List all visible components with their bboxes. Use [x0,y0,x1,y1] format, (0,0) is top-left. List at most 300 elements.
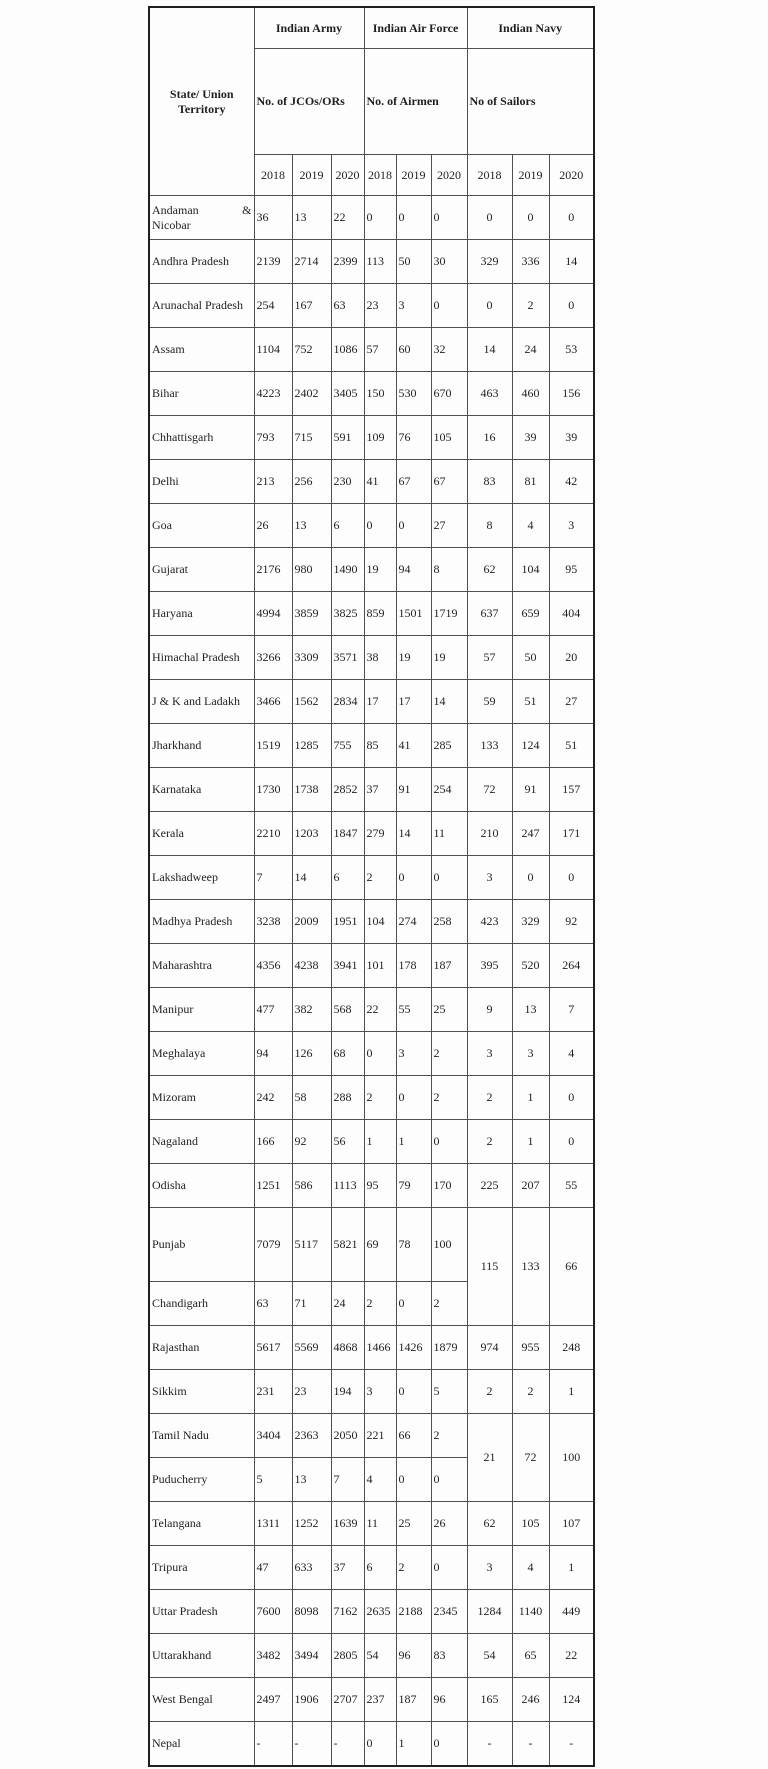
state-cell: Telangana [149,1502,254,1546]
navy-value-cell: 100 [549,1414,594,1502]
navy-value-cell: 157 [549,768,594,812]
airforce-value-cell: 67 [431,460,467,504]
airforce-value-cell: 17 [396,680,431,724]
army-value-cell: 3405 [331,372,364,416]
state-cell: Nagaland [149,1120,254,1164]
army-value-cell: 3238 [254,900,292,944]
navy-value-cell: 1 [549,1546,594,1590]
airforce-value-cell: 6 [364,1546,396,1590]
airforce-value-cell: 150 [364,372,396,416]
state-column-header: State/ Union Territory [149,7,254,196]
army-value-cell: 256 [292,460,331,504]
airforce-value-cell: 41 [396,724,431,768]
airforce-value-cell: 79 [396,1164,431,1208]
navy-value-cell: 0 [512,856,549,900]
navy-value-cell: 246 [512,1678,549,1722]
army-value-cell: 4356 [254,944,292,988]
state-cell: Karnataka [149,768,254,812]
army-value-cell: 2834 [331,680,364,724]
table-row [149,1546,594,1590]
navy-value-cell: 8 [467,504,512,548]
navy-value-cell: 105 [512,1502,549,1546]
army-value-cell: 1104 [254,328,292,372]
army-value-cell: 586 [292,1164,331,1208]
navy-value-cell: 247 [512,812,549,856]
year-header: 2020 [331,155,364,196]
navy-value-cell: 51 [549,724,594,768]
airforce-value-cell: 0 [396,1370,431,1414]
army-value-cell: 1847 [331,812,364,856]
navy-value-cell: 57 [467,636,512,680]
army-value-cell: 2176 [254,548,292,592]
airforce-value-cell: 69 [364,1208,396,1282]
airforce-value-cell: 285 [431,724,467,768]
navy-value-cell: 62 [467,1502,512,1546]
state-cell: Uttar Pradesh [149,1590,254,1634]
army-value-cell: 6 [331,504,364,548]
army-value-cell: 477 [254,988,292,1032]
navy-value-cell: 4 [512,504,549,548]
state-cell: Manipur [149,988,254,1032]
army-value-cell: 3309 [292,636,331,680]
navy-value-cell: 104 [512,548,549,592]
airforce-value-cell: 5 [431,1370,467,1414]
army-value-cell: 4994 [254,592,292,636]
army-value-cell: 3404 [254,1414,292,1458]
airforce-value-cell: 105 [431,416,467,460]
table-row [149,636,594,680]
airforce-group-header: Indian Air Force [364,7,467,49]
airforce-value-cell: 2 [364,1076,396,1120]
army-value-cell: 1490 [331,548,364,592]
airforce-value-cell: 2188 [396,1590,431,1634]
state-cell: Andhra Pradesh [149,240,254,284]
airforce-value-cell: 50 [396,240,431,284]
navy-value-cell: 423 [467,900,512,944]
airforce-value-cell: 11 [364,1502,396,1546]
airforce-value-cell: 1426 [396,1326,431,1370]
table-row [149,812,594,856]
navy-value-cell: 3 [467,1546,512,1590]
army-value-cell: 2402 [292,372,331,416]
airforce-value-cell: 27 [431,504,467,548]
airforce-value-cell: 54 [364,1634,396,1678]
state-cell: Meghalaya [149,1032,254,1076]
navy-value-cell: 21 [467,1414,512,1502]
army-value-cell: 3466 [254,680,292,724]
army-value-cell: 2399 [331,240,364,284]
table-row [149,1722,594,1767]
army-value-cell: 1285 [292,724,331,768]
state-cell: Assam [149,328,254,372]
army-value-cell: 71 [292,1282,331,1326]
airforce-value-cell: 1 [396,1120,431,1164]
navy-value-cell: 336 [512,240,549,284]
airforce-value-cell: 2635 [364,1590,396,1634]
table-row [149,372,594,416]
state-cell: Arunachal Pradesh [149,284,254,328]
table-row [149,1678,594,1722]
navy-value-cell: 520 [512,944,549,988]
army-group-header: Indian Army [254,7,364,49]
table-row [149,1634,594,1678]
navy-value-cell: 72 [512,1414,549,1502]
army-value-cell: 13 [292,504,331,548]
airforce-value-cell: 0 [364,504,396,548]
navy-value-cell: 1 [512,1120,549,1164]
navy-value-cell: 1140 [512,1590,549,1634]
navy-value-cell: 16 [467,416,512,460]
airforce-value-cell: 0 [431,1458,467,1502]
airforce-value-cell: 0 [364,1032,396,1076]
airforce-value-cell: 100 [431,1208,467,1282]
airforce-value-cell: 19 [396,636,431,680]
navy-value-cell: 133 [467,724,512,768]
army-value-cell: 568 [331,988,364,1032]
navy-value-cell: 0 [549,1120,594,1164]
navy-value-cell: 59 [467,680,512,724]
navy-value-cell: 0 [549,196,594,240]
airforce-value-cell: 254 [431,768,467,812]
airforce-value-cell: 66 [396,1414,431,1458]
state-cell: West Bengal [149,1678,254,1722]
navy-value-cell: 124 [549,1678,594,1722]
year-header: 2019 [292,155,331,196]
airforce-value-cell: 85 [364,724,396,768]
state-cell: Puducherry [149,1458,254,1502]
table-row [149,768,594,812]
army-value-cell: 5 [254,1458,292,1502]
army-value-cell: 47 [254,1546,292,1590]
army-value-cell: 2707 [331,1678,364,1722]
navy-value-cell: 463 [467,372,512,416]
army-value-cell: 13 [292,196,331,240]
army-value-cell: 980 [292,548,331,592]
navy-value-cell: 20 [549,636,594,680]
navy-value-cell: 83 [467,460,512,504]
table-row [149,1164,594,1208]
navy-value-cell: 955 [512,1326,549,1370]
airforce-value-cell: 530 [396,372,431,416]
army-value-cell: 5117 [292,1208,331,1282]
airforce-value-cell: 258 [431,900,467,944]
army-value-cell: 3825 [331,592,364,636]
navy-value-cell: 91 [512,768,549,812]
army-value-cell: 242 [254,1076,292,1120]
airforce-value-cell: 83 [431,1634,467,1678]
navy-value-cell: 1 [549,1370,594,1414]
navy-value-cell: - [467,1722,512,1767]
navy-value-cell: 0 [467,196,512,240]
year-header: 2020 [431,155,467,196]
navy-value-cell: 81 [512,460,549,504]
navy-value-cell: 659 [512,592,549,636]
army-value-cell: - [331,1722,364,1767]
navy-value-cell: 72 [467,768,512,812]
navy-value-cell: 395 [467,944,512,988]
navy-value-cell: 248 [549,1326,594,1370]
army-value-cell: 382 [292,988,331,1032]
army-value-cell: 6 [331,856,364,900]
navy-value-cell: 124 [512,724,549,768]
army-value-cell: 288 [331,1076,364,1120]
state-cell: Tripura [149,1546,254,1590]
table-row [149,680,594,724]
airforce-value-cell: 67 [396,460,431,504]
table-row [149,1590,594,1634]
army-value-cell: 68 [331,1032,364,1076]
army-value-cell: 254 [254,284,292,328]
table-row [149,944,594,988]
header-group-row [149,7,594,49]
table-row [149,1076,594,1120]
navy-value-cell: 14 [549,240,594,284]
table-row [149,240,594,284]
army-value-cell: 231 [254,1370,292,1414]
army-value-cell: 1519 [254,724,292,768]
airforce-value-cell: 0 [431,1546,467,1590]
navy-value-cell: 156 [549,372,594,416]
navy-value-cell: 264 [549,944,594,988]
table-row [149,1208,594,1282]
army-value-cell: 752 [292,328,331,372]
army-value-cell: 1251 [254,1164,292,1208]
navy-value-cell: 0 [549,856,594,900]
navy-value-cell: 637 [467,592,512,636]
army-value-cell: 5569 [292,1326,331,1370]
table-body [149,196,594,1767]
army-value-cell: 2210 [254,812,292,856]
navy-value-cell: 329 [467,240,512,284]
army-value-cell: 94 [254,1032,292,1076]
army-value-cell: 1252 [292,1502,331,1546]
navy-value-cell: 54 [467,1634,512,1678]
table-row [149,988,594,1032]
army-value-cell: 126 [292,1032,331,1076]
navy-value-cell: 4 [549,1032,594,1076]
navy-value-cell: 92 [549,900,594,944]
navy-value-cell: 0 [549,1076,594,1120]
table-row [149,284,594,328]
army-value-cell: 37 [331,1546,364,1590]
navy-value-cell: 95 [549,548,594,592]
airforce-value-cell: 76 [396,416,431,460]
state-cell: Nepal [149,1722,254,1767]
army-value-cell: 1311 [254,1502,292,1546]
navy-value-cell: 39 [549,416,594,460]
airforce-value-cell: 0 [431,284,467,328]
army-value-cell: 1906 [292,1678,331,1722]
navy-value-cell: 24 [512,328,549,372]
airforce-value-cell: 3 [396,284,431,328]
airforce-value-cell: 2 [364,856,396,900]
navy-value-cell: 2 [467,1076,512,1120]
army-value-cell: - [292,1722,331,1767]
airforce-value-cell: 274 [396,900,431,944]
table-row [149,592,594,636]
airforce-value-cell: 41 [364,460,396,504]
navy-value-cell: 51 [512,680,549,724]
state-cell: Tamil Nadu [149,1414,254,1458]
army-value-cell: 1639 [331,1502,364,1546]
army-value-cell: 715 [292,416,331,460]
army-value-cell: 7600 [254,1590,292,1634]
state-cell: Haryana [149,592,254,636]
navy-value-cell: 65 [512,1634,549,1678]
state-cell: Goa [149,504,254,548]
state-cell: Chhattisgarh [149,416,254,460]
navy-value-cell: - [549,1722,594,1767]
navy-value-cell: 62 [467,548,512,592]
army-value-cell: 633 [292,1546,331,1590]
navy-value-cell: 50 [512,636,549,680]
navy-value-cell: 27 [549,680,594,724]
army-value-cell: 1951 [331,900,364,944]
army-value-cell: 56 [331,1120,364,1164]
airforce-value-cell: 11 [431,812,467,856]
state-cell: Madhya Pradesh [149,900,254,944]
airforce-value-cell: 96 [396,1634,431,1678]
airforce-value-cell: 0 [396,1458,431,1502]
table-row [149,856,594,900]
army-value-cell: 2050 [331,1414,364,1458]
airforce-value-cell: 26 [431,1502,467,1546]
airforce-value-cell: 60 [396,328,431,372]
army-value-cell: 194 [331,1370,364,1414]
navy-value-cell: 171 [549,812,594,856]
army-value-cell: 36 [254,196,292,240]
airforce-value-cell: 0 [396,856,431,900]
airforce-value-cell: 25 [431,988,467,1032]
army-value-cell: 793 [254,416,292,460]
airforce-value-cell: 0 [396,1076,431,1120]
army-value-cell: 3941 [331,944,364,988]
navy-value-cell: 1284 [467,1590,512,1634]
army-value-cell: 13 [292,1458,331,1502]
airforce-value-cell: 91 [396,768,431,812]
army-value-cell: 58 [292,1076,331,1120]
navy-value-cell: 210 [467,812,512,856]
army-value-cell: 3482 [254,1634,292,1678]
state-cell: Mizoram [149,1076,254,1120]
navy-value-cell: 7 [549,988,594,1032]
airforce-value-cell: 859 [364,592,396,636]
army-value-cell: 4223 [254,372,292,416]
state-cell: Jharkhand [149,724,254,768]
table-row [149,548,594,592]
airforce-value-cell: 178 [396,944,431,988]
army-value-cell: 8098 [292,1590,331,1634]
state-cell: Gujarat [149,548,254,592]
navy-value-cell: 329 [512,900,549,944]
navy-value-cell: 3 [467,1032,512,1076]
airforce-value-cell: 37 [364,768,396,812]
army-value-cell: 1730 [254,768,292,812]
army-value-cell: 1086 [331,328,364,372]
army-value-cell: 3571 [331,636,364,680]
airforce-value-cell: 0 [431,1120,467,1164]
navy-value-cell: 225 [467,1164,512,1208]
army-value-cell: 5617 [254,1326,292,1370]
navy-value-cell: 133 [512,1208,549,1326]
navy-value-cell: 14 [467,328,512,372]
airforce-value-cell: 221 [364,1414,396,1458]
navy-value-cell: 0 [549,284,594,328]
state-cell: Kerala [149,812,254,856]
airforce-value-cell: 17 [364,680,396,724]
navy-value-cell: 460 [512,372,549,416]
navy-value-cell: 66 [549,1208,594,1326]
army-value-cell: 4238 [292,944,331,988]
navy-value-cell: 1 [512,1076,549,1120]
navy-group-header: Indian Navy [467,7,594,49]
airforce-value-cell: 14 [431,680,467,724]
navy-value-cell: 115 [467,1208,512,1326]
navy-value-cell: 39 [512,416,549,460]
army-value-cell: 3859 [292,592,331,636]
airforce-value-cell: 187 [431,944,467,988]
airforce-value-cell: 1719 [431,592,467,636]
airforce-value-cell: 2 [396,1546,431,1590]
navy-value-cell: 42 [549,460,594,504]
airforce-value-cell: 30 [431,240,467,284]
airforce-value-cell: 2345 [431,1590,467,1634]
navy-value-cell: - [512,1722,549,1767]
airforce-value-cell: 109 [364,416,396,460]
army-value-cell: 22 [331,196,364,240]
army-value-cell: 167 [292,284,331,328]
airforce-value-cell: 2 [364,1282,396,1326]
army-value-cell: 230 [331,460,364,504]
airforce-value-cell: 0 [364,196,396,240]
army-value-cell: 1562 [292,680,331,724]
airforce-value-cell: 1 [364,1120,396,1164]
table-row [149,328,594,372]
state-cell: Bihar [149,372,254,416]
army-value-cell: 7162 [331,1590,364,1634]
airforce-value-cell: 94 [396,548,431,592]
army-value-cell: 4868 [331,1326,364,1370]
state-cell: Lakshadweep [149,856,254,900]
table-row [149,416,594,460]
army-value-cell: 755 [331,724,364,768]
navy-value-cell: 107 [549,1502,594,1546]
state-cell: Uttarakhand [149,1634,254,1678]
airforce-value-cell: 25 [396,1502,431,1546]
army-value-cell: 2805 [331,1634,364,1678]
airforce-value-cell: 170 [431,1164,467,1208]
army-value-cell: 2852 [331,768,364,812]
airforce-value-cell: 32 [431,328,467,372]
navy-value-cell: 53 [549,328,594,372]
year-header: 2019 [396,155,431,196]
table-row [149,1502,594,1546]
airforce-value-cell: 279 [364,812,396,856]
table-row [149,1326,594,1370]
table-row [149,196,594,240]
navy-value-cell: 2 [512,284,549,328]
army-value-cell: 3494 [292,1634,331,1678]
state-cell: Delhi [149,460,254,504]
year-header: 2020 [549,155,594,196]
navy-value-cell: 165 [467,1678,512,1722]
airforce-value-cell: 2 [431,1032,467,1076]
army-value-cell: 14 [292,856,331,900]
year-header: 2018 [467,155,512,196]
airforce-value-cell: 2 [431,1076,467,1120]
army-measure-header: No. of JCOs/ORs [254,49,364,155]
navy-value-cell: 404 [549,592,594,636]
